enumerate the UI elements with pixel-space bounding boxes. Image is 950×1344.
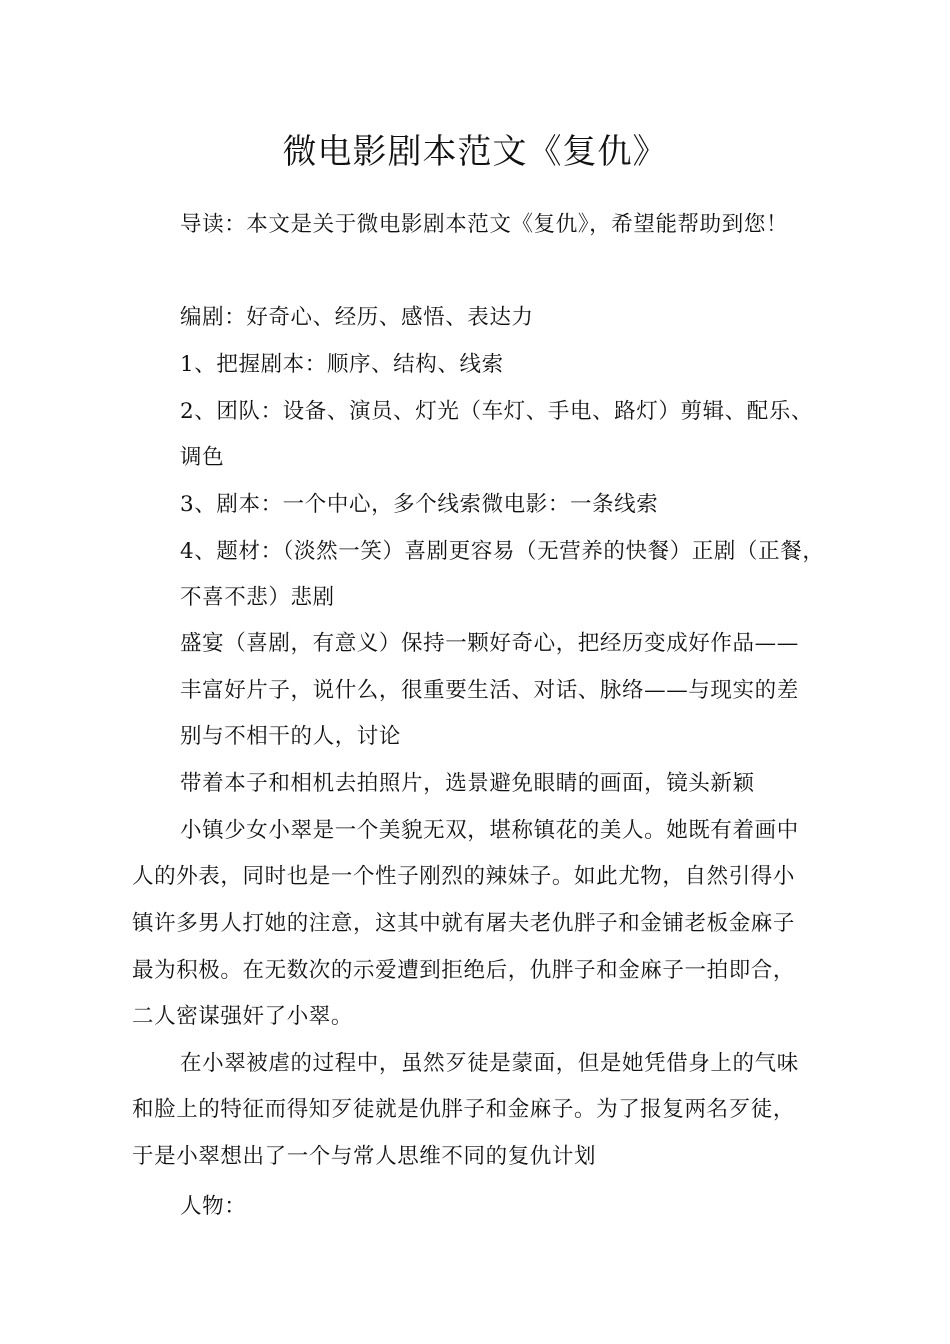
body-line: 4、题材：（淡然一笑）喜剧更容易（无营养的快餐）正剧（正餐， — [180, 539, 825, 564]
body-line: 3、剧本：一个中心，多个线索微电影：一条线索 — [180, 492, 659, 517]
body-line: 别与不相干的人，讨论 — [180, 724, 402, 749]
body-line: 盛宴（喜剧，有意义）保持一颗好奇心，把经历变成好作品—— — [180, 631, 799, 656]
story-line: 人的外表，同时也是一个性子刚烈的辣妹子。如此尤物，自然引得小 — [132, 864, 796, 889]
body-line: 带着本子和相机去拍照片，选景避免眼睛的画面，镜头新颖 — [180, 771, 755, 796]
body-line: 编剧：好奇心、经历、感悟、表达力 — [180, 305, 534, 330]
intro-line: 导读：本文是关于微电影剧本范文《复仇》，希望能帮助到您！ — [180, 212, 789, 237]
characters-heading: 人物： — [180, 1194, 247, 1219]
story-line: 于是小翠想出了一个与常人思维不同的复仇计划 — [132, 1144, 597, 1169]
body-line: 2、团队：设备、演员、灯光（车灯、手电、路灯）剪辑、配乐、 — [180, 399, 814, 424]
body-line: 1、把握剧本：顺序、结构、线索 — [180, 352, 504, 377]
story-line: 在小翠被虐的过程中，虽然歹徒是蒙面，但是她凭借身上的气味 — [180, 1051, 799, 1076]
document-title: 微电影剧本范文《复仇》 — [282, 132, 668, 172]
story-line: 小镇少女小翠是一个美貌无双，堪称镇花的美人。她既有着画中 — [180, 818, 799, 843]
story-line: 镇许多男人打她的注意，这其中就有屠夫老仇胖子和金铺老板金麻子 — [132, 911, 796, 936]
body-line: 不喜不悲）悲剧 — [180, 585, 335, 610]
body-line: 丰富好片子，说什么，很重要生活、对话、脉络——与现实的差 — [180, 678, 799, 703]
body-line: 调色 — [180, 445, 225, 470]
story-line: 二人密谋强奸了小翠。 — [132, 1004, 354, 1029]
story-line: 最为积极。在无数次的示爱遭到拒绝后，仇胖子和金麻子一拍即合， — [132, 958, 796, 983]
story-line: 和脸上的特征而得知歹徒就是仇胖子和金麻子。为了报复两名歹徒， — [132, 1097, 796, 1122]
